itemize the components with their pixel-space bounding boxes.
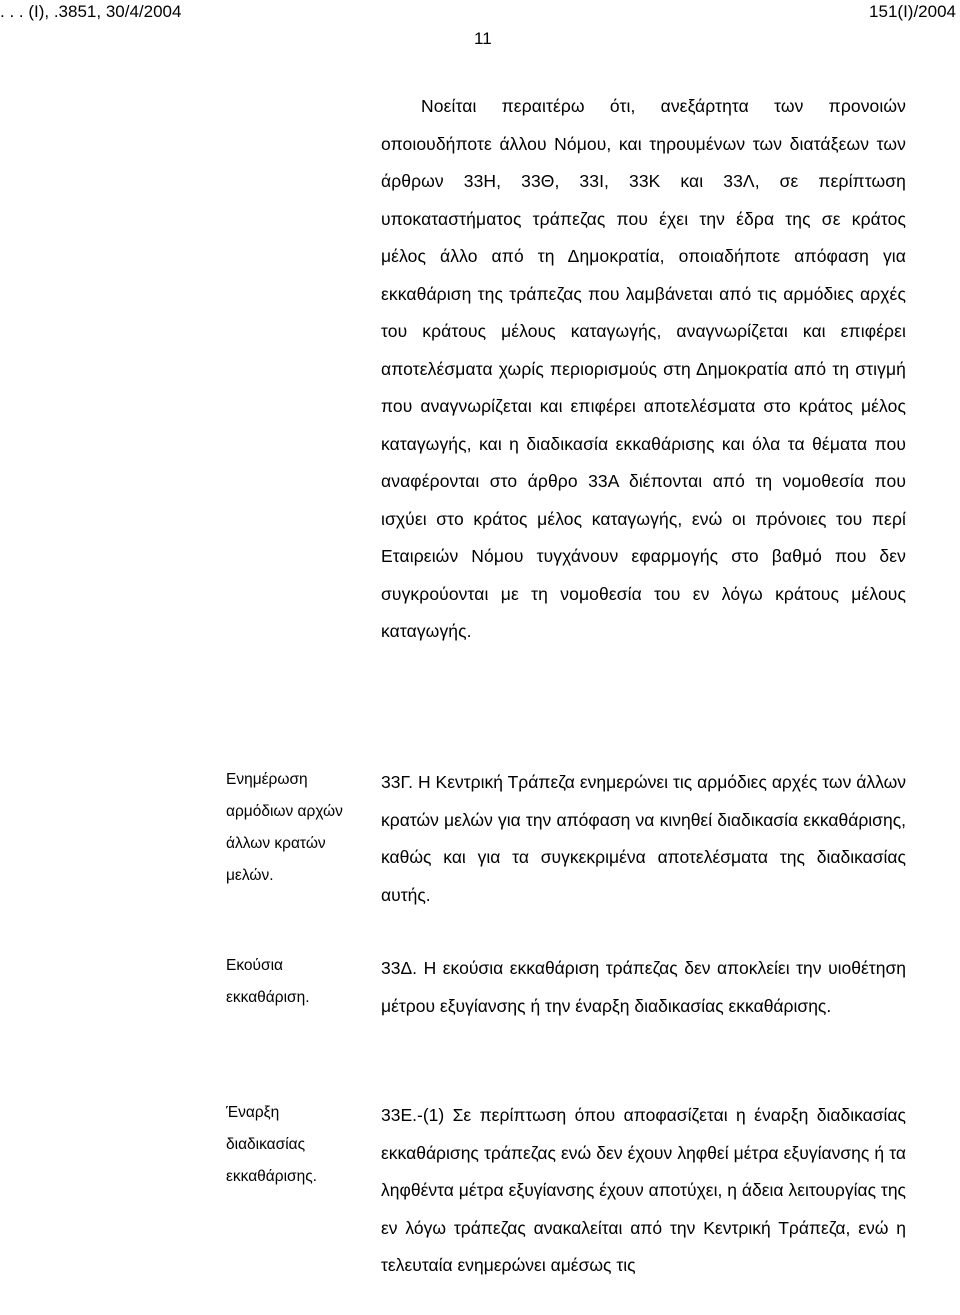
section-body-33g xyxy=(381,764,906,914)
side-note-33e: Έναρξη διαδικασίας εκκαθάρισης. xyxy=(226,1104,317,1185)
side-note-33d: Εκούσια εκκαθάριση. xyxy=(226,957,310,1006)
header-left-info: . . . (Ι), .3851, 30/4/2004 xyxy=(0,2,182,21)
side-note-33g: Ενημέρωση αρμόδιων αρχών άλλων κρατών μελών. xyxy=(226,771,343,884)
section-body-33d xyxy=(381,950,906,1025)
section-text: Σε περίπτωση όπου αποφασίζεται η έναρξη διαδικασίας εκκαθάρισης τράπεζας ενώ δεν έχουν ληφθεί μέτρα εξυγίανσης ή τα ληφθέντα μέτρα εξυγίανσης έχουν αποτύχει, η άδεια λειτουργίας της εν λόγω τράπεζας ανακαλείται από την Κεντρική Τράπεζα, ενώ η τελευταία ενημερώνει αμέσως τις xyxy=(381,1105,906,1275)
main-paragraph xyxy=(381,88,906,651)
section-number: 33Γ. xyxy=(381,772,414,792)
section-text: Η εκούσια εκκαθάριση τράπεζας δεν αποκλείει την υιοθέτηση μέτρου εξυγίανσης ή την έναρξη διαδικασίας εκκαθάρισης. xyxy=(381,958,906,1016)
main-paragraph-text: Νοείται περαιτέρω ότι, ανεξάρτητα των προνοιών οποιουδήποτε άλλου Νόμου, και τηρουμένων των διατάξεων των άρθρων 33Η, 33Θ, 33Ι, 33Κ και 33Λ, σε περίπτωση υποκαταστήματος τράπεζας που έχει την έδρα της σε κράτος μέλος άλλο από τη Δημοκρατία, οποιαδήποτε απόφαση για εκκαθάριση της τράπεζας που λαμβάνεται από τις αρμόδιες αρχές του κράτους μέλους καταγωγής, αναγνωρίζεται και επιφέρει αποτελέσματα χωρίς περιορισμούς στη Δημοκρατία από τη στιγμή που αναγνωρίζεται και επιφέρει αποτελέσματα στο κράτος μέλος καταγωγής, και η διαδικασία εκκαθάρισης και όλα τα θέματα που αναφέρονται στο άρθρο 33Α διέπονται από τη νομοθεσία που ισχύει στο κράτος μέλος καταγωγής, ενώ οι πρόνοιες του περί Εταιρειών Νόμου τυγχάνουν εφαρμογής στο βαθμό που δεν συγκρούονται με τη νομοθεσία του εν λόγω κράτους μέλους καταγωγής. xyxy=(381,96,906,641)
section-text: Η Κεντρική Τράπεζα ενημερώνει τις αρμόδιες αρχές των άλλων κρατών μελών για την απόφαση να κινηθεί διαδικασία εκκαθάρισης, καθώς και για τα συγκεκριμένα αποτελέσματα της διαδικασίας αυτής. xyxy=(381,772,907,905)
section-body-33e xyxy=(381,1097,906,1285)
section-number: 33Ε.-(1) xyxy=(381,1105,445,1125)
page-number: 11 xyxy=(474,29,492,48)
section-number: 33Δ. xyxy=(381,958,418,978)
header-law-number: 151(Ι)/2004 xyxy=(869,2,956,21)
